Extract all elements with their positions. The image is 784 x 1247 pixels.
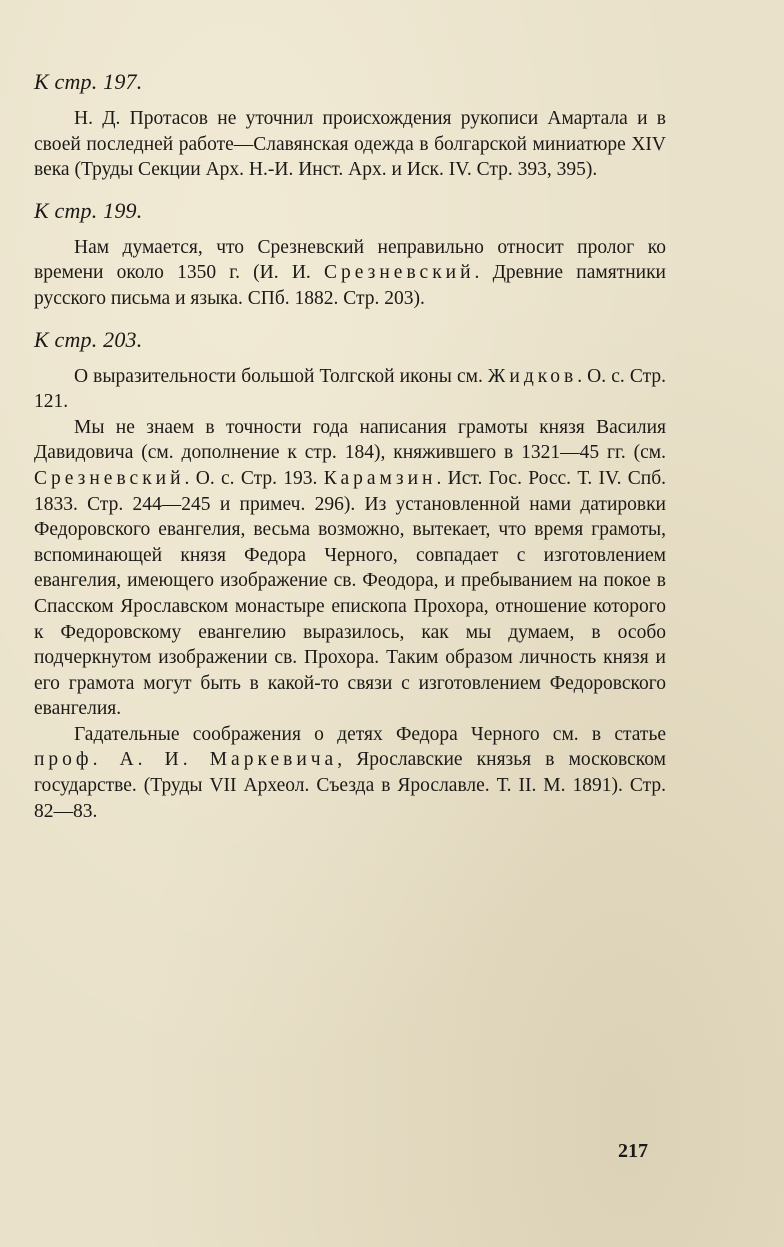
note-section-203 [34,326,666,825]
text-run: , Ярославские князья в московском государстве. (Труды VII Археол. Съезда в Ярославле. Т. II. М. 1891). Стр. 82—83. [34,749,666,822]
text-run: Нам думается, что Срезневский неправильно относит пролог ко времени около 1350 г. (И. И. [34,236,666,284]
note-paragraph [34,235,666,312]
note-paragraph [34,364,666,415]
spaced-author-name: проф. А. И. Маркевича [34,749,338,771]
spaced-author-name: Срезневский [34,467,185,489]
text-run: . О. с. Стр. 121. [34,365,666,413]
text-run: Мы не знаем в точности года написания грамоты князя Василия Давидовича (см. дополнение к стр. 184), княжившего в 1321—45 гг. (см. [34,416,666,464]
note-heading: К стр. 199. [34,197,143,223]
page-content [34,68,666,838]
note-heading: К стр. 197. [34,69,143,94]
text-run: . О. с. Стр. 193. [184,467,324,489]
spaced-author-name: Карамзин [323,467,437,489]
note-paragraph [34,415,666,722]
note-section-199 [34,197,666,312]
note-section-197 [34,68,666,183]
text-run: . Древние памятники русского письма и языка. СПб. 1882. Стр. 203). [34,262,666,309]
note-paragraph [34,106,666,183]
text-run: Н. Д. Протасов не уточнил происхождения рукописи Амартала и в своей последней работе—Славянская одежда в болгарской миниатюре XIV века (Труды Секции Арх. Н.-И. Инст. Арх. и Иск. IV. Стр. 393, 395). [34,108,666,181]
note-heading: К стр. 203. [34,326,143,352]
text-run: . Ист. Гос. Росс. Т. IV. Спб. 1833. Стр. 244—245 и примеч. 296). Из установленной нами датировки Федоровского евангелия, весьма возможно, вытекает, что время грамоты, вспоминающей князя Федора Черного, совпадает с изготовлением евангелия, имеющего изображение св. Феодора, и пребыванием на покое в Спасском Ярославском монастыре епископа Прохора, отношение которого к Федоровскому евангелию выразилось, как мы думаем, в особо подчеркнутом изображении св. Прохора. Таким образом личность князя и его грамота могут быть в какой-то связи с изготовлением Федоровского евангелия. [34,467,666,720]
note-paragraph [34,722,666,824]
text-run: О выразительности большой Толгской иконы см. [74,365,488,387]
page-number: 217 [618,1140,648,1162]
text-run: Гадательные соображения о детях Федора Черного см. в статье [74,723,666,745]
spaced-author-name: Жидков [487,365,578,387]
spaced-author-name: Срезневский [324,262,475,284]
